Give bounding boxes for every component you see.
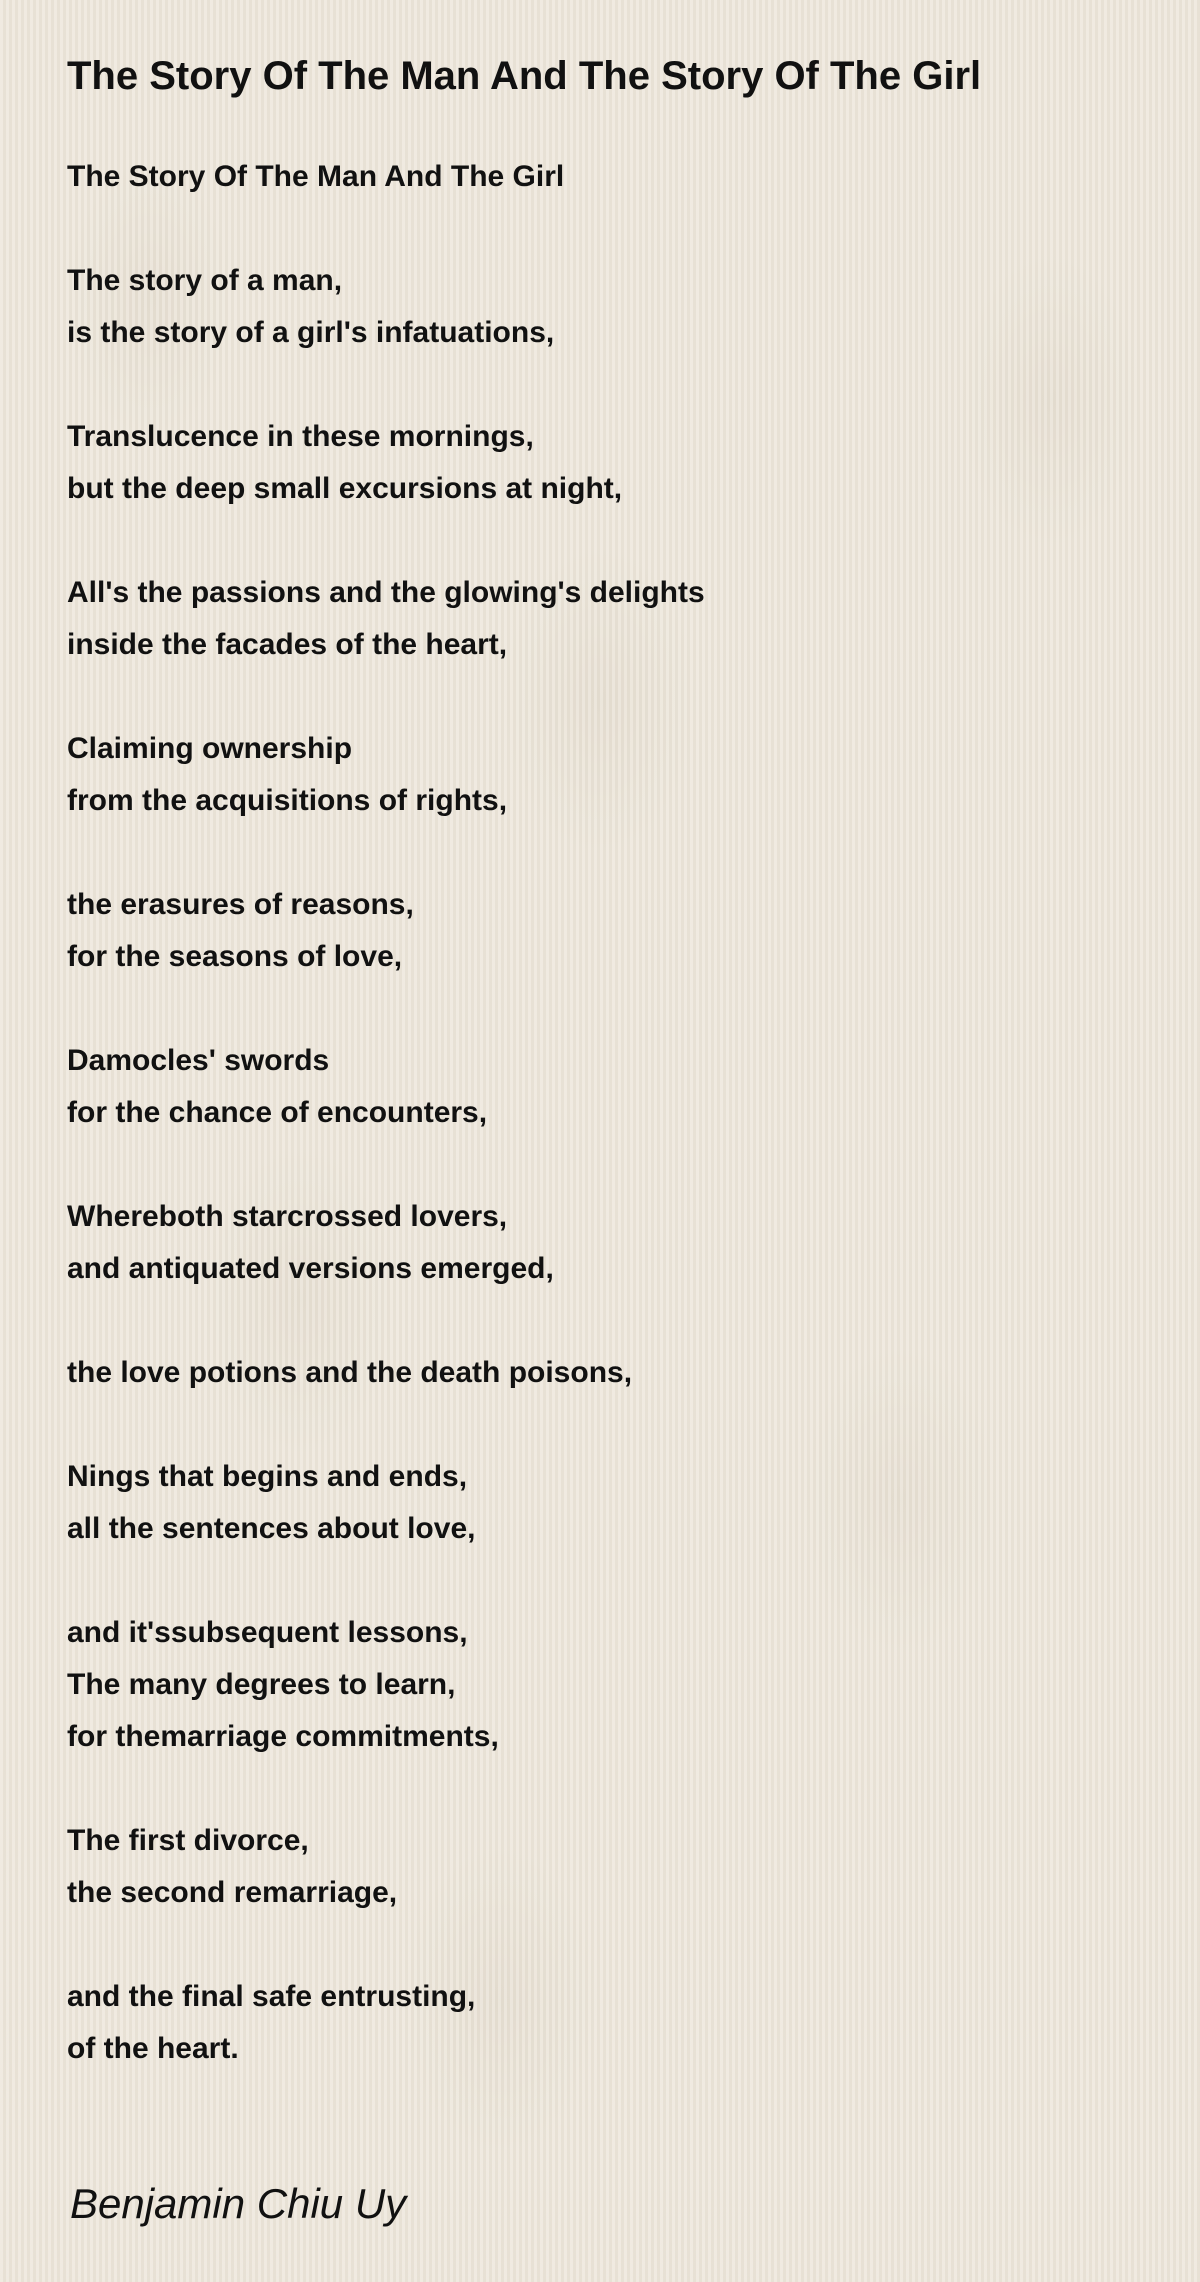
stanza-break [67, 359, 1133, 411]
poem-line: all the sentences about love, [67, 1512, 476, 1545]
poem-line: of the heart. [67, 2032, 239, 2065]
stanza-break [67, 983, 1133, 1035]
poem-line: and the final safe entrusting, [67, 1980, 476, 2013]
poem-line: The Story Of The Man And The Girl [67, 160, 565, 193]
poem-line: the second remarriage, [67, 1876, 398, 1909]
poem-line: Whereboth starcrossed lovers, [67, 1200, 508, 1233]
poem-line: but the deep small excursions at night, [67, 472, 623, 505]
stanza-break [67, 1763, 1133, 1815]
poem-line: the erasures of reasons, [67, 888, 414, 921]
poem-line: from the acquisitions of rights, [67, 784, 508, 817]
stanza-break [67, 1555, 1133, 1607]
poem-line: Claiming ownership [67, 732, 353, 765]
stanza-break [67, 1399, 1133, 1451]
stanza-break [67, 515, 1133, 567]
poem-line: Nings that begins and ends, [67, 1460, 468, 1493]
poem-line: The first divorce, [67, 1824, 309, 1857]
poem-line: and it'ssubsequent lessons, [67, 1616, 468, 1649]
stanza-break [67, 203, 1133, 255]
poem-line: and antiquated versions emerged, [67, 1252, 554, 1285]
poem-author: Benjamin Chiu Uy [70, 2180, 407, 2227]
poem-line: The many degrees to learn, [67, 1668, 456, 1701]
poem-line: The story of a man, [67, 264, 343, 297]
poem-line: for the seasons of love, [67, 940, 403, 973]
stanza-break [67, 671, 1133, 723]
poem-line: the love potions and the death poisons, [67, 1356, 633, 1389]
poem-line: for themarriage commitments, [67, 1720, 499, 1753]
poem-line: Damocles' swords [67, 1044, 330, 1077]
stanza-break [67, 827, 1133, 879]
poem-title: The Story Of The Man And The Story Of The Girl [67, 54, 982, 98]
poem-line: for the chance of encounters, [67, 1096, 488, 1129]
poem-line: inside the facades of the heart, [67, 628, 508, 661]
stanza-break [67, 1139, 1133, 1191]
stanza-break [67, 1295, 1133, 1347]
poem-line: Translucence in these mornings, [67, 420, 534, 453]
poem-line: is the story of a girl's infatuations, [67, 316, 555, 349]
stanza-break [67, 1919, 1133, 1971]
poem-body [67, 151, 1133, 2075]
poem-line: All's the passions and the glowing's delights [67, 576, 705, 609]
